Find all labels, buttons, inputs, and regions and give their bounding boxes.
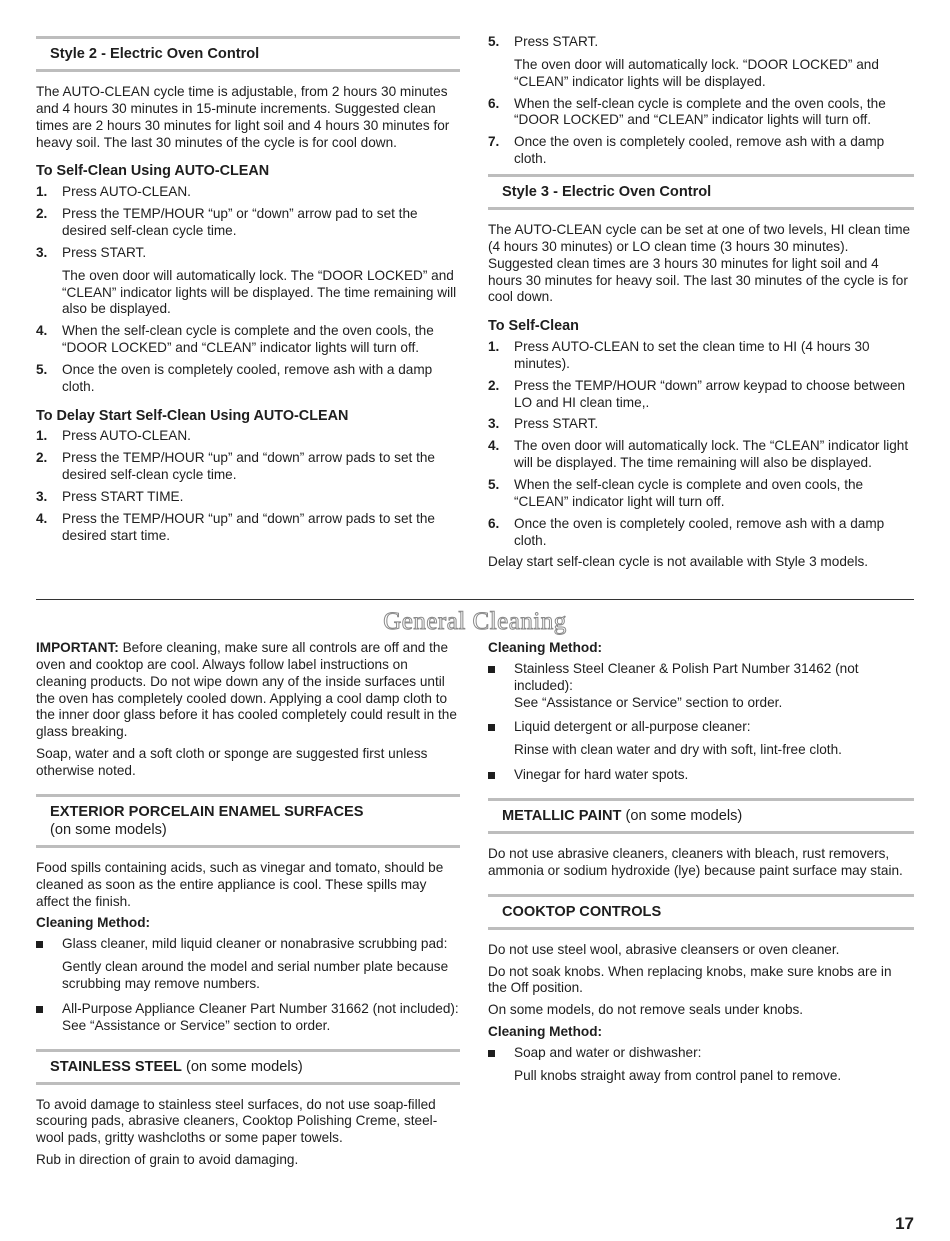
cooktop-text2: Do not soak knobs. When replacing knobs, make sure knobs are in the Off position. <box>488 963 892 996</box>
exterior-text: Food spills containing acids, such as vinegar and tomato, should be cleaned as soon as the entire appliance is cool. These spills may affect the finish. <box>36 859 444 909</box>
step: 5. Once the oven is completely cooled, remove ash with a damp cloth. <box>36 361 433 394</box>
style2-selfclean-heading: To Self-Clean Using AUTO-CLEAN <box>36 163 270 180</box>
metallic-text: Do not use abrasive cleaners, cleaners with bleach, rust removers, ammonia or sodium hydroxide (lye) because paint surface may stain. <box>488 846 903 878</box>
list-item: Soap and water or dishwasher: Pull knobs straight away from control panel to remove. <box>488 1045 914 1085</box>
style3-selfclean-heading: To Self-Clean <box>488 318 579 335</box>
step: 3. Press START. The oven door will automatically lock. The “DOOR LOCKED” and “CLEAN” indicator lights will be displayed. The time remaining will also be displayed. <box>36 244 457 317</box>
list-item: All-Purpose Appliance Cleaner Part Number 31662 (not included): See “Assistance or Service” section to order. <box>36 1001 460 1035</box>
step: 3. Press START. <box>488 416 599 432</box>
style2-continued-steps <box>488 34 914 168</box>
exterior-heading: EXTERIOR PORCELAIN ENAMEL SURFACES (on some models) <box>36 794 460 848</box>
step: 1. Press AUTO-CLEAN to set the clean time to HI (4 hours 30 minutes). <box>488 339 870 371</box>
step: 1. Press AUTO-CLEAN. <box>36 428 191 444</box>
style2-delay-steps <box>36 428 460 544</box>
right-method-list <box>488 661 914 784</box>
step: 2. Press the TEMP/HOUR “down” arrow keypad to choose between LO and HI clean time,. <box>488 377 906 410</box>
style3-steps <box>488 339 914 549</box>
top-right-column <box>488 34 914 576</box>
step: 1. Press AUTO-CLEAN. <box>36 184 191 200</box>
step: 4. When the self-clean cycle is complete and the oven cools, the “DOOR LOCKED” and “CLEAN” indicator lights will turn off. <box>36 323 434 356</box>
cooktop-text3: On some models, do not remove seals under knobs. <box>488 1002 804 1018</box>
bottom-right-column <box>488 640 914 1093</box>
important-note: IMPORTANT: Before cleaning, make sure all controls are off and the oven and cooktop are cool. Always follow label instructions on cleaning products. Do not wipe down any of the inside surfaces until the oven has completely cooled down. Applying a cool damp cloth to the inner door glass before it has cooled completely could result in the glass breaking. <box>36 640 457 740</box>
stainless-text: To avoid damage to stainless steel surfaces, do not use soap-filled scouring pads, abrasive cleaners, Cooktop Polishing Creme, steel-wool pads, gritty washcloths or some paper towels. <box>36 1096 438 1146</box>
exterior-method-list <box>36 936 460 1034</box>
style3-heading: Style 3 - Electric Oven Control <box>488 174 914 210</box>
step: 6. Once the oven is completely cooled, remove ash with a damp cloth. <box>488 515 885 548</box>
right-method-label: Cleaning Method: <box>488 640 603 655</box>
step: 4. The oven door will automatically lock. The “CLEAN” indicator light will be displayed. The time remaining will also be displayed. <box>488 438 909 471</box>
step: 4. Press the TEMP/HOUR “up” and “down” arrow pads to set the desired start time. <box>36 510 435 543</box>
step: 7. Once the oven is completely cooled, remove ash with a damp cloth. <box>488 134 885 167</box>
soap-note: Soap, water and a soft cloth or sponge are suggested first unless otherwise noted. <box>36 746 428 778</box>
step: 3. Press START TIME. <box>36 489 184 504</box>
cooktop-method-list <box>488 1045 914 1085</box>
stainless-heading: STAINLESS STEEL (on some models) <box>36 1049 460 1085</box>
style3-note: Delay start self-clean cycle is not available with Style 3 models. <box>488 554 869 570</box>
list-item: Vinegar for hard water spots. <box>488 767 914 784</box>
bottom-left-column <box>36 640 460 1174</box>
general-cleaning-title: General Cleaning <box>383 608 567 635</box>
important-label: IMPORTANT: <box>36 640 119 655</box>
page-number: 17 <box>895 1214 914 1233</box>
style2-intro: The AUTO-CLEAN cycle time is adjustable, from 2 hours 30 minutes and 4 hours 30 minutes in 15-minute increments. Suggested clean times are 2 hours 30 minutes for light soil and 4 hours 30 minutes for heavy soil. The last 30 minutes of the cycle is for cool down. <box>36 84 450 150</box>
exterior-method-label: Cleaning Method: <box>36 915 151 931</box>
cooktop-heading: COOKTOP CONTROLS <box>488 894 914 930</box>
style2-delay-heading: To Delay Start Self-Clean Using AUTO-CLEAN <box>36 407 349 424</box>
list-item: Liquid detergent or all-purpose cleaner: Rinse with clean water and dry with soft, lint-free cloth. <box>488 719 914 759</box>
cooktop-text1: Do not use steel wool, abrasive cleansers or oven cleaner. <box>488 941 840 957</box>
section-divider <box>36 599 914 600</box>
cooktop-method-label: Cleaning Method: <box>488 1024 603 1040</box>
step: 5. When the self-clean cycle is complete and oven cools, the “CLEAN” indicator light will turn off. <box>488 476 864 509</box>
style3-intro: The AUTO-CLEAN cycle can be set at one of two levels, HI clean time (4 hours 30 minutes) or LO clean time (3 hours 30 minutes). Suggested clean times are 3 hours 30 minutes for light soil and 4 hours 30 minutes for heavy soil. The last 30 minutes of the cycle is for cool down. <box>488 222 911 305</box>
list-item: Glass cleaner, mild liquid cleaner or nonabrasive scrubbing pad: Gently clean around the model and serial number plate because scrubbing may remove numbers. <box>36 936 460 993</box>
list-item: Stainless Steel Cleaner & Polish Part Number 31462 (not included): See “Assistance or Service” section to order. <box>488 661 914 712</box>
top-left-column <box>36 36 460 550</box>
step: 6. When the self-clean cycle is complete and the oven cools, the “DOOR LOCKED” and “CLEAN” indicator lights will turn off. <box>488 95 886 128</box>
style2-heading: Style 2 - Electric Oven Control <box>36 36 460 72</box>
style2-selfclean-steps <box>36 184 460 395</box>
stainless-grain-text: Rub in direction of grain to avoid damaging. <box>36 1152 299 1168</box>
metallic-heading: METALLIC PAINT (on some models) <box>488 798 914 834</box>
step: 5. Press START. The oven door will automatically lock. “DOOR LOCKED” and “CLEAN” indicator lights will be displayed. <box>488 34 879 89</box>
step: 2. Press the TEMP/HOUR “up” and “down” arrow pads to set the desired self-clean cycle time. <box>36 450 435 483</box>
step: 2. Press the TEMP/HOUR “up” or “down” arrow pad to set the desired self-clean cycle time. <box>36 206 418 239</box>
